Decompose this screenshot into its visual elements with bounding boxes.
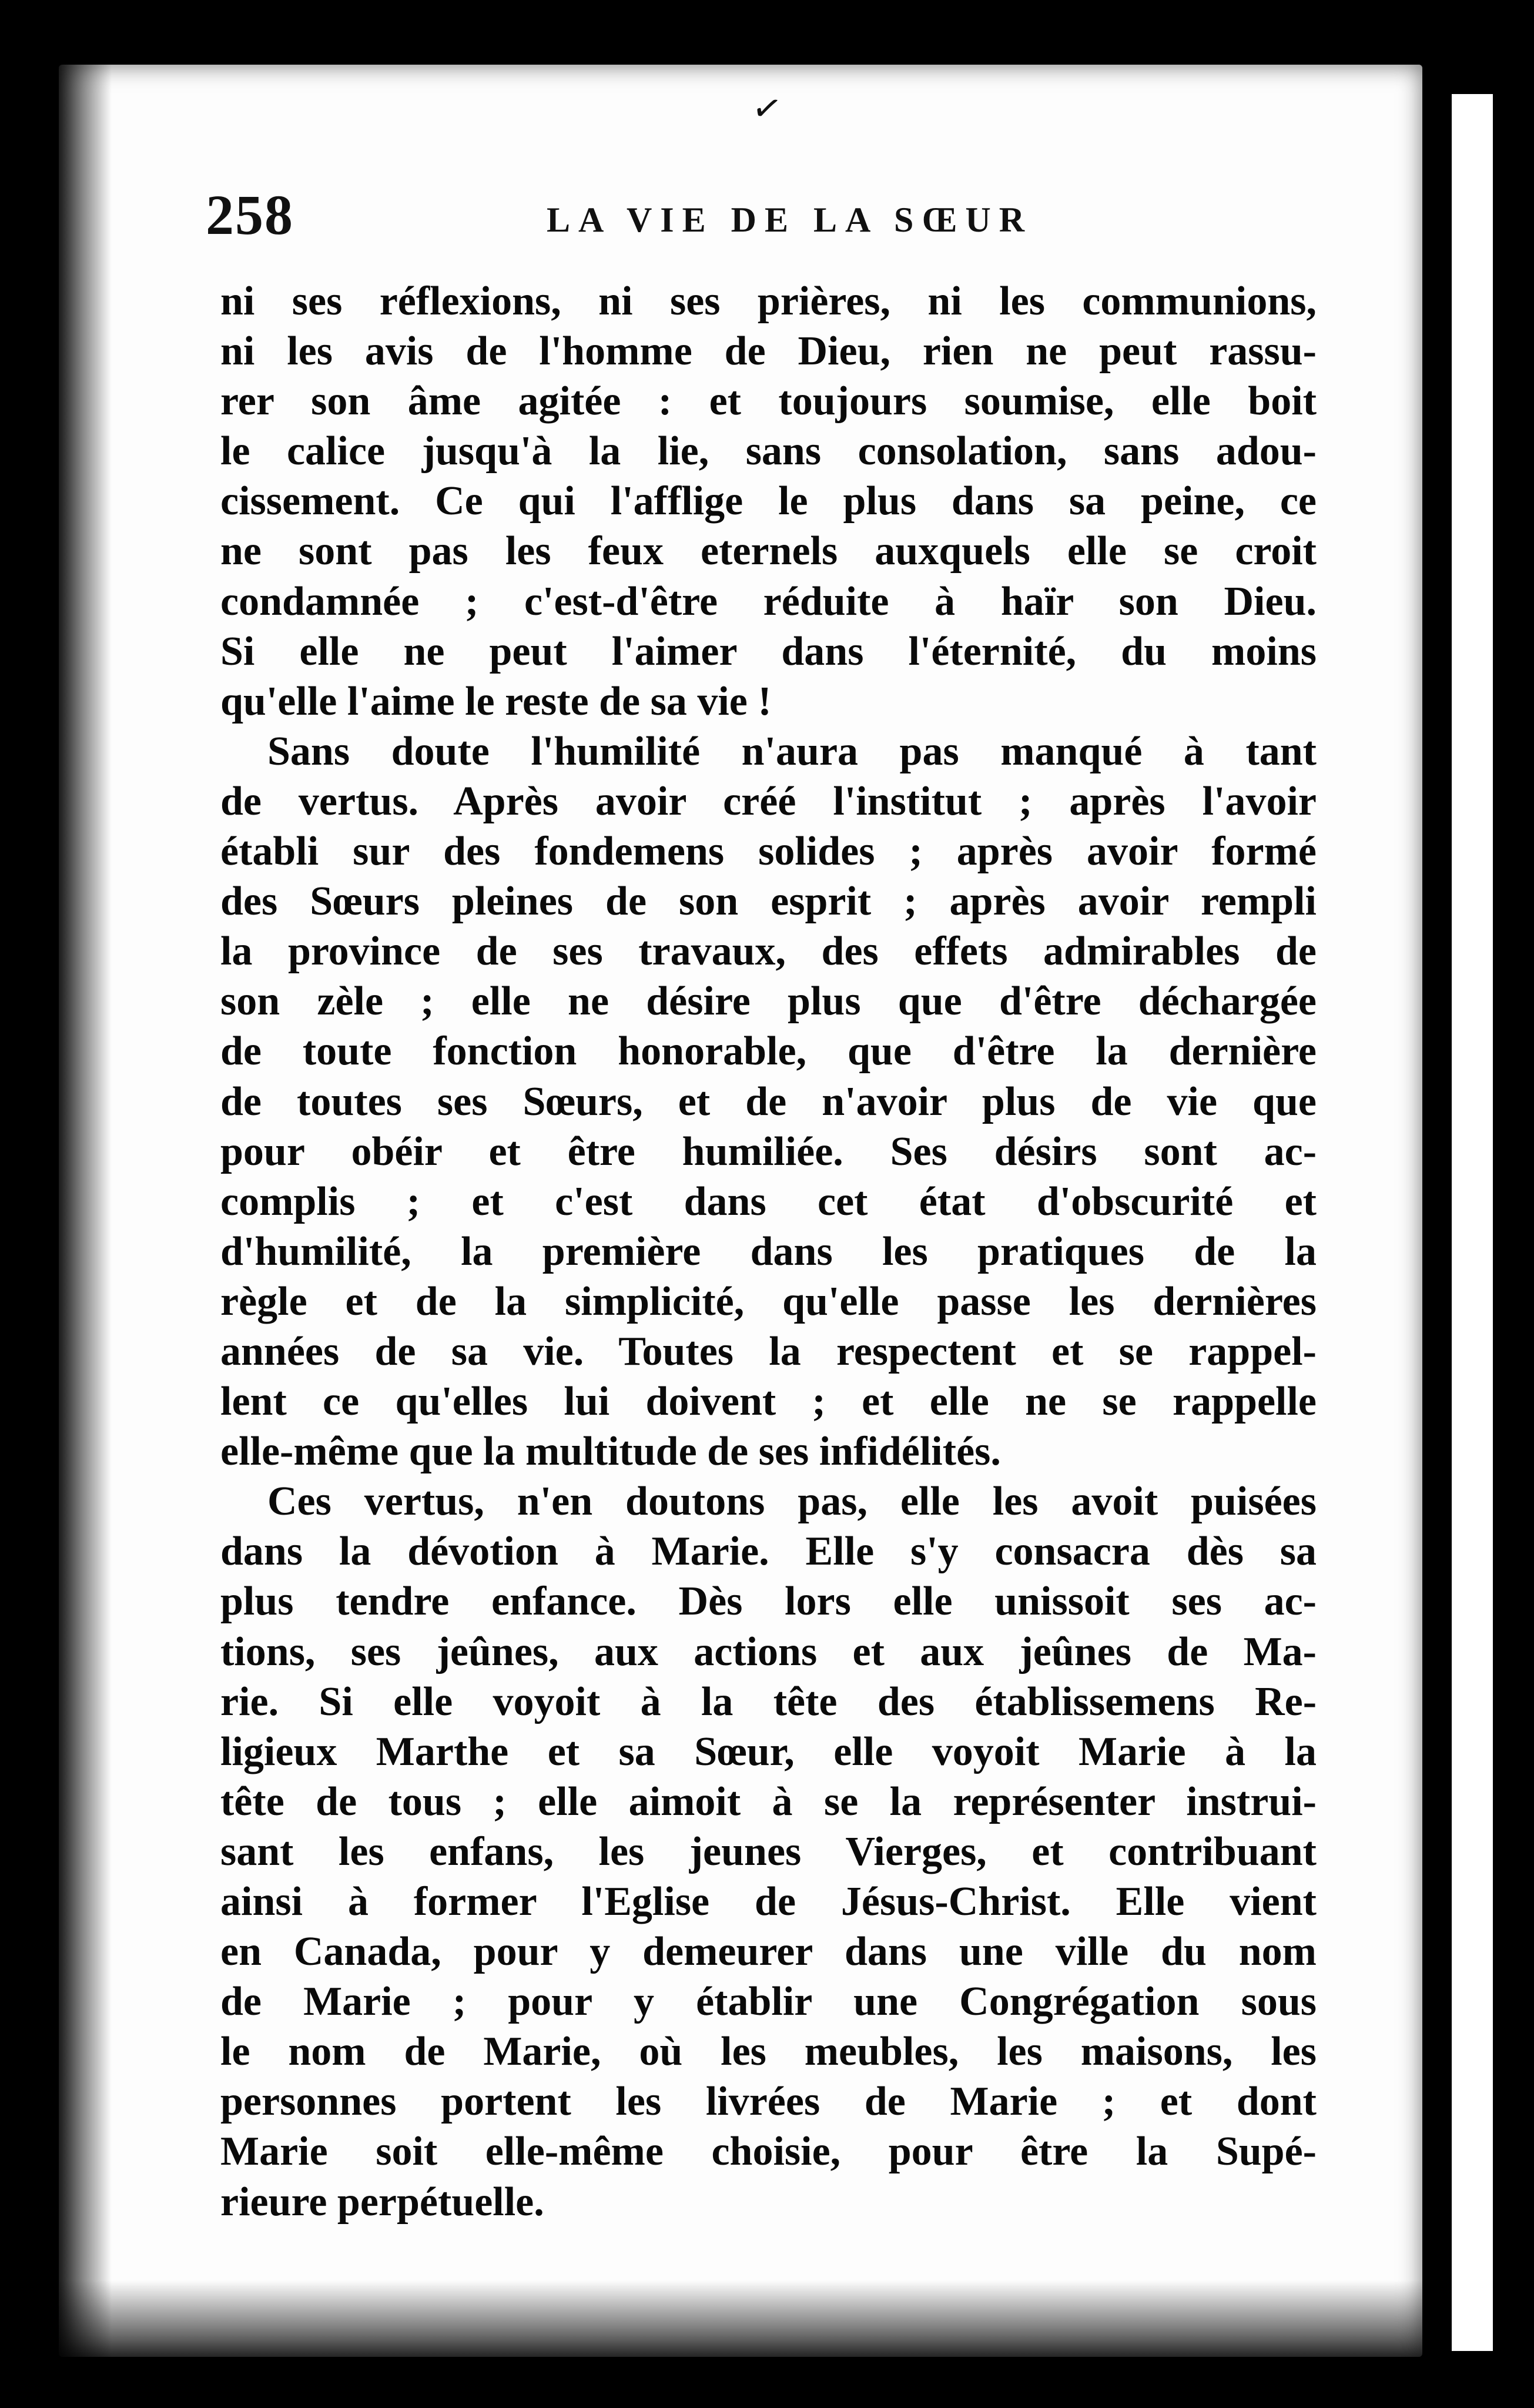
text-line: règle et de la simplicité, qu'elle passe les dernières [220,1278,1317,1324]
text-line: en Canada, pour y demeurer dans une ville du nom [220,1929,1317,1975]
text-line: plus tendre enfance. Dès lors elle unissoit ses ac- [220,1579,1317,1625]
text-line: personnes portent les livrées de Marie ; et dont [220,2079,1317,2125]
page-number: 258 [206,183,294,246]
text-line: ainsi à former l'Eglise de Jésus-Christ. Elle vient [220,1879,1317,1924]
text-line: elle-même que la multitude de ses infidélités. [220,1429,1001,1475]
text-line: le calice jusqu'à la lie, sans consolation, sans adou- [220,428,1317,474]
text-line: ligieux Marthe et sa Sœur, elle voyoit Marie à la [220,1729,1317,1774]
text-line: Si elle ne peut l'aimer dans l'éternité, du moins [220,628,1317,674]
text-line: ni ses réflexions, ni ses prières, ni les communions, [220,279,1317,324]
text-line: dans la dévotion à Marie. Elle s'y consacra dès sa [220,1529,1317,1575]
page-shadow-left [59,65,112,2357]
text-line: pour obéir et être humiliée. Ses désirs sont ac- [220,1128,1317,1174]
text-line: de toute fonction honorable, que d'être la dernière [220,1029,1317,1074]
text-line: d'humilité, la première dans les pratiques de la [220,1228,1317,1274]
running-head: LA VIE DE LA SŒUR [547,200,1033,239]
text-line: de vertus. Après avoir créé l'institut ; après l'avoir [220,778,1317,824]
text-line: de toutes ses Sœurs, et de n'avoir plus de vie que [220,1079,1317,1124]
text-line: rer son âme agitée : et toujours soumise, elle boit [220,379,1317,424]
text-line: ne sont pas les feux eternels auxquels elle se croit [220,528,1317,574]
paragraph [220,1476,1317,2226]
text-line: tions, ses jeûnes, aux actions et aux jeûnes de Ma- [220,1629,1317,1674]
text-line: Marie soit elle-même choisie, pour être la Supé- [220,2129,1317,2175]
text-line: condamnée ; c'est-d'être réduite à haïr son Dieu. [220,578,1317,624]
text-line: sant les enfans, les jeunes Vierges, et contribuant [220,1828,1317,1874]
text-line: ni les avis de l'homme de Dieu, rien ne peut rassu- [220,329,1317,374]
text-line: lent ce qu'elles lui doivent ; et elle ne se rappelle [220,1379,1317,1425]
text-line: la province de ses travaux, des effets admirables de [220,929,1317,974]
text-line: son zèle ; elle ne désire plus que d'être déchargée [220,979,1317,1024]
text-line: tête de tous ; elle aimoit à se la représenter instrui- [220,1779,1317,1824]
text-line: de Marie ; pour y établir une Congrégation sous [220,1979,1317,2025]
paragraph [220,726,1317,1476]
paragraph [220,276,1317,726]
text-line: des Sœurs pleines de son esprit ; après avoir rempli [220,879,1317,925]
page-shadow-bottom [59,2280,1422,2357]
body-text [220,276,1317,2227]
text-line: complis ; et c'est dans cet état d'obscurité et [220,1178,1317,1224]
text-line: années de sa vie. Toutes la respectent et se rappel- [220,1328,1317,1374]
text-line: cissement. Ce qui l'afflige le plus dans sa peine, ce [220,478,1317,524]
text-line: établi sur des fondemens solides ; après avoir formé [220,829,1317,875]
check-mark-annotation: ✓ [749,87,785,130]
page-header [206,182,1322,247]
text-line: Ces vertus, n'en doutons pas, elle les avoit puisées [267,1479,1317,1525]
text-line: rie. Si elle voyoit à la tête des établissemens Re- [220,1679,1317,1724]
adjacent-page-strip [1452,94,1493,2351]
text-line: rieure perpétuelle. [220,2179,544,2225]
text-line: le nom de Marie, où les meubles, les maisons, les [220,2029,1317,2075]
text-line: qu'elle l'aime le reste de sa vie ! [220,678,772,724]
text-line: Sans doute l'humilité n'aura pas manqué à tant [267,728,1317,774]
